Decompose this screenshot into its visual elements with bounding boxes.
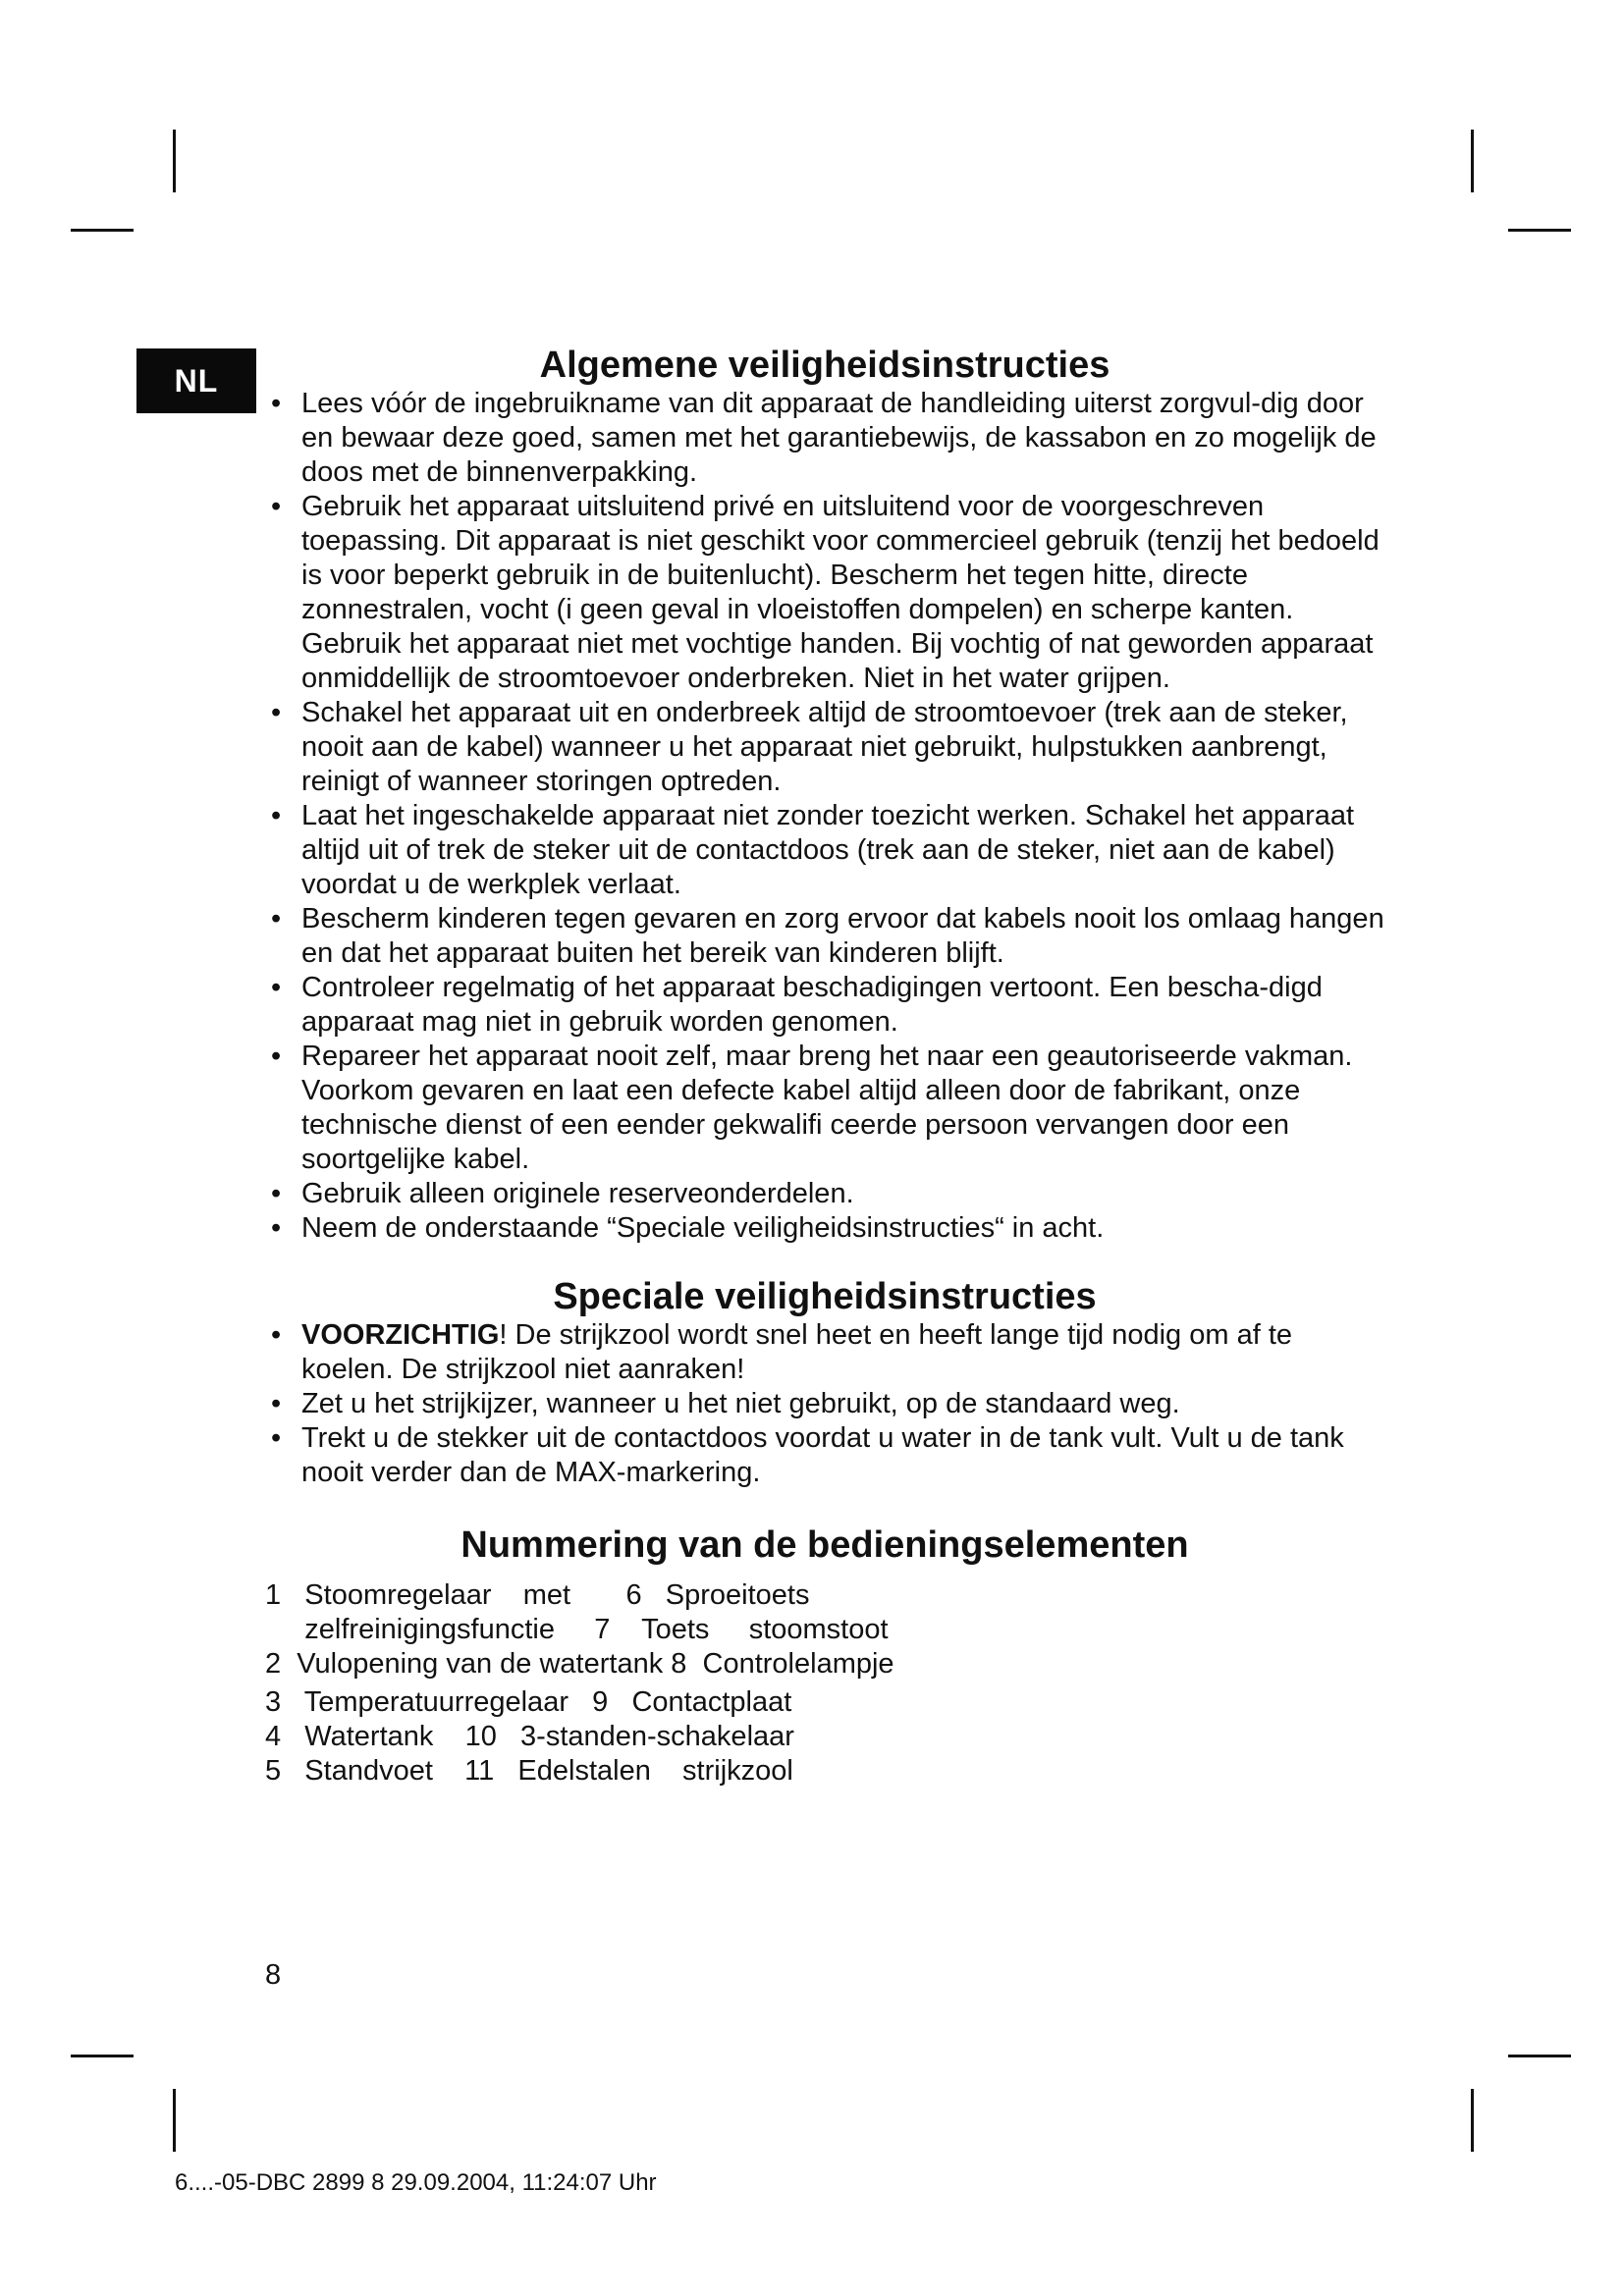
list-item: • Schakel het apparaat uit en onderbreek altijd de stroomtoevoer (trek aan de steker, nooit aan de kabel) wanneer u het apparaat niet gebruikt, hulpstukken aanbrengt, reinigt of wanneer storingen optreden. (265, 696, 1384, 799)
crop-mark-top-right-horizontal (1508, 229, 1571, 232)
list-item: • Zet u het strijkijzer, wanneer u het niet gebruikt, op de standaard weg. (265, 1387, 1384, 1421)
page-content (265, 344, 1384, 1789)
crop-mark-top-right-vertical (1471, 130, 1474, 192)
crop-mark-top-left-horizontal (71, 229, 134, 232)
numbering-line: 3 Temperatuurregelaar 9 Contactplaat (265, 1686, 792, 1718)
warning-text: ! De strijkzool wordt snel heet en heeft lange tijd nodig om af te koelen. De strijkzool niet aanraken! (301, 1319, 1293, 1385)
list-item-warning (265, 1318, 1384, 1387)
general-safety-section (265, 344, 1384, 1246)
list-item: • Laat het ingeschakelde apparaat niet zonder toezicht werken. Schakel het apparaat altijd uit of trek de steker uit de contactdoos (trek aan de steker, niet aan de kabel) voordat u de werkplek verlaat. (265, 799, 1384, 902)
crop-mark-bottom-left-vertical (173, 2089, 176, 2152)
controls-numbering-title: Nummering van de bedieningselementen (460, 1524, 1189, 1566)
language-tab: NL (136, 348, 256, 413)
warning-label: VOORZICHTIG (301, 1319, 500, 1351)
list-item: • Gebruik het apparaat uitsluitend privé en uitsluitend voor de voorgeschreven toepassing. Dit apparaat is niet geschikt voor commercieel gebruik (tenzij het bedoeld is voor beperkt gebruik in de buitenlucht). Bescherm het tegen hitte, directe zonnestralen, vocht (i geen geval in vloeistoffen dompelen) en scherpe kanten. Gebruik het apparaat niet met vochtige handen. Bij vochtig of nat geworden apparaat onmiddellijk de stroomtoevoer onderbreken. Niet in het water grijpen. (265, 490, 1384, 696)
special-safety-list (265, 1318, 1384, 1490)
numbering-line: 4 Watertank 10 3-standen-schakelaar (265, 1721, 794, 1752)
numbering-line: 2 Vulopening van de watertank 8 Controlelampje (265, 1648, 894, 1680)
special-safety-title: Speciale veiligheidsinstructies (553, 1276, 1097, 1317)
general-safety-list (265, 387, 1384, 1246)
list-item: • Gebruik alleen originele reserveonderdelen. (265, 1177, 1384, 1211)
print-footer: 6....-05-DBC 2899 8 29.09.2004, 11:24:07 Uhr (175, 2169, 657, 2196)
crop-mark-bottom-right-vertical (1471, 2089, 1474, 2152)
numbering-line: 1 Stoomregelaar met 6 Sproeitoets (265, 1579, 810, 1611)
list-item: • Controleer regelmatig of het apparaat beschadigingen vertoont. Een bescha-digd apparaat mag niet in gebruik worden genomen. (265, 971, 1384, 1040)
crop-mark-top-left-vertical (173, 130, 176, 192)
special-safety-section (265, 1275, 1384, 1490)
crop-mark-bottom-left-horizontal (71, 2055, 134, 2057)
list-item: • Neem de onderstaande “Speciale veiligheidsinstructies“ in acht. (265, 1211, 1384, 1246)
list-item: • Lees vóór de ingebruikname van dit apparaat de handleiding uiterst zorgvul-dig door en bewaar deze goed, samen met het garantiebewijs, de kassabon en zo mogelijk de doos met de binnenverpakking. (265, 387, 1384, 490)
controls-numbering-list (265, 1578, 1384, 1789)
numbering-line: 5 Standvoet 11 Edelstalen strijkzool (265, 1755, 793, 1787)
numbering-line: zelfreinigingsfunctie 7 Toets stoomstoot (265, 1614, 889, 1645)
crop-mark-bottom-right-horizontal (1508, 2055, 1571, 2057)
list-item: • Repareer het apparaat nooit zelf, maar breng het naar een geautoriseerde vakman. Voorkom gevaren en laat een defecte kabel altijd alleen door de fabrikant, onze technische dienst of een eender gekwalifi ceerde persoon vervangen door een soortgelijke kabel. (265, 1040, 1384, 1177)
list-item: • Bescherm kinderen tegen gevaren en zorg ervoor dat kabels nooit los omlaag hangen en dat het apparaat buiten het bereik van kinderen blijft. (265, 902, 1384, 971)
general-safety-title: Algemene veiligheidsinstructies (539, 345, 1110, 386)
page-number: 8 (265, 1959, 282, 1991)
list-item: • Trekt u de stekker uit de contactdoos voordat u water in de tank vult. Vult u de tank nooit verder dan de MAX-markering. (265, 1421, 1384, 1490)
controls-numbering-section (265, 1523, 1384, 1789)
